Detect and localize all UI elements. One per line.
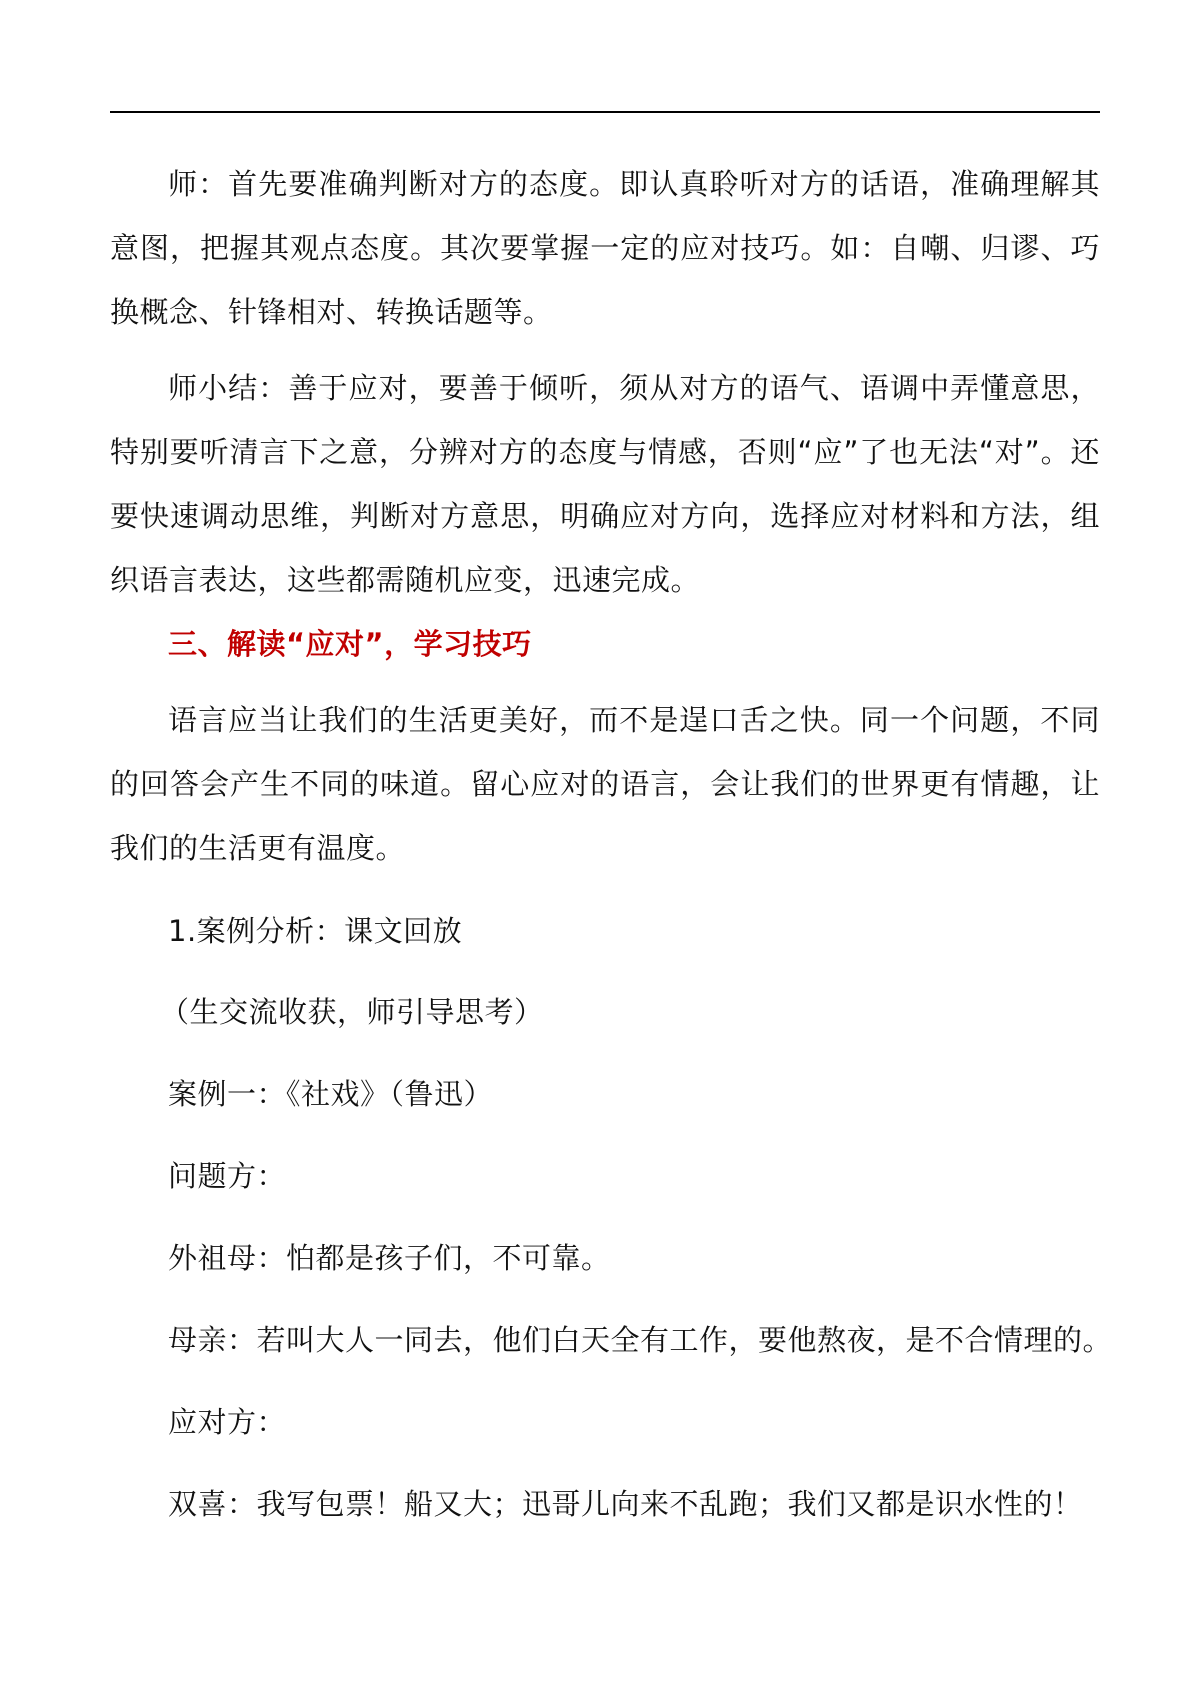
header-rule [110, 111, 1100, 113]
mother-line: 母亲：若叫大人一同去，他们白天全有工作，要他熬夜，是不合情理的。 [168, 1323, 1113, 1357]
paragraph-teacher-summary: 师小结：善于应对，要善于倾听，须从对方的语气、语调中弄懂意思，特别要听清言下之意，分辨对方的态度与情感，否则“应”了也无法“对”。还要快速调动思维，判断对方意思，明确应对方向，选择应对材料和方法，组织语言表达，这些都需随机应变，迅速完成。 [110, 371, 1100, 597]
case-analysis-label: 1.案例分析：课文回放 [168, 914, 463, 948]
grandmother-line: 外祖母：怕都是孩子们，不可靠。 [168, 1241, 611, 1275]
question-side-label: 问题方： [168, 1159, 287, 1193]
response-side-label: 应对方： [168, 1405, 287, 1439]
discussion-note: （生交流收获，师引导思考） [160, 995, 544, 1029]
paragraph-teacher-answer: 师：首先要准确判断对方的态度。即认真聆听对方的话语，准确理解其意图，把握其观点态度。其次要掌握一定的应对技巧。如：自嘲、归谬、巧换概念、针锋相对、转换话题等。 [110, 167, 1100, 329]
case-one-title: 案例一：《社戏》（鲁迅） [168, 1077, 494, 1111]
paragraph-language-intro: 语言应当让我们的生活更美好，而不是逞口舌之快。同一个问题，不同的回答会产生不同的味道。留心应对的语言，会让我们的世界更有情趣，让我们的生活更有温度。 [110, 703, 1100, 865]
section-heading-3: 三、解读“应对”，学习技巧 [168, 627, 532, 661]
shuangxi-line: 双喜：我写包票！船又大；迅哥儿向来不乱跑；我们又都是识水性的！ [168, 1487, 1083, 1521]
